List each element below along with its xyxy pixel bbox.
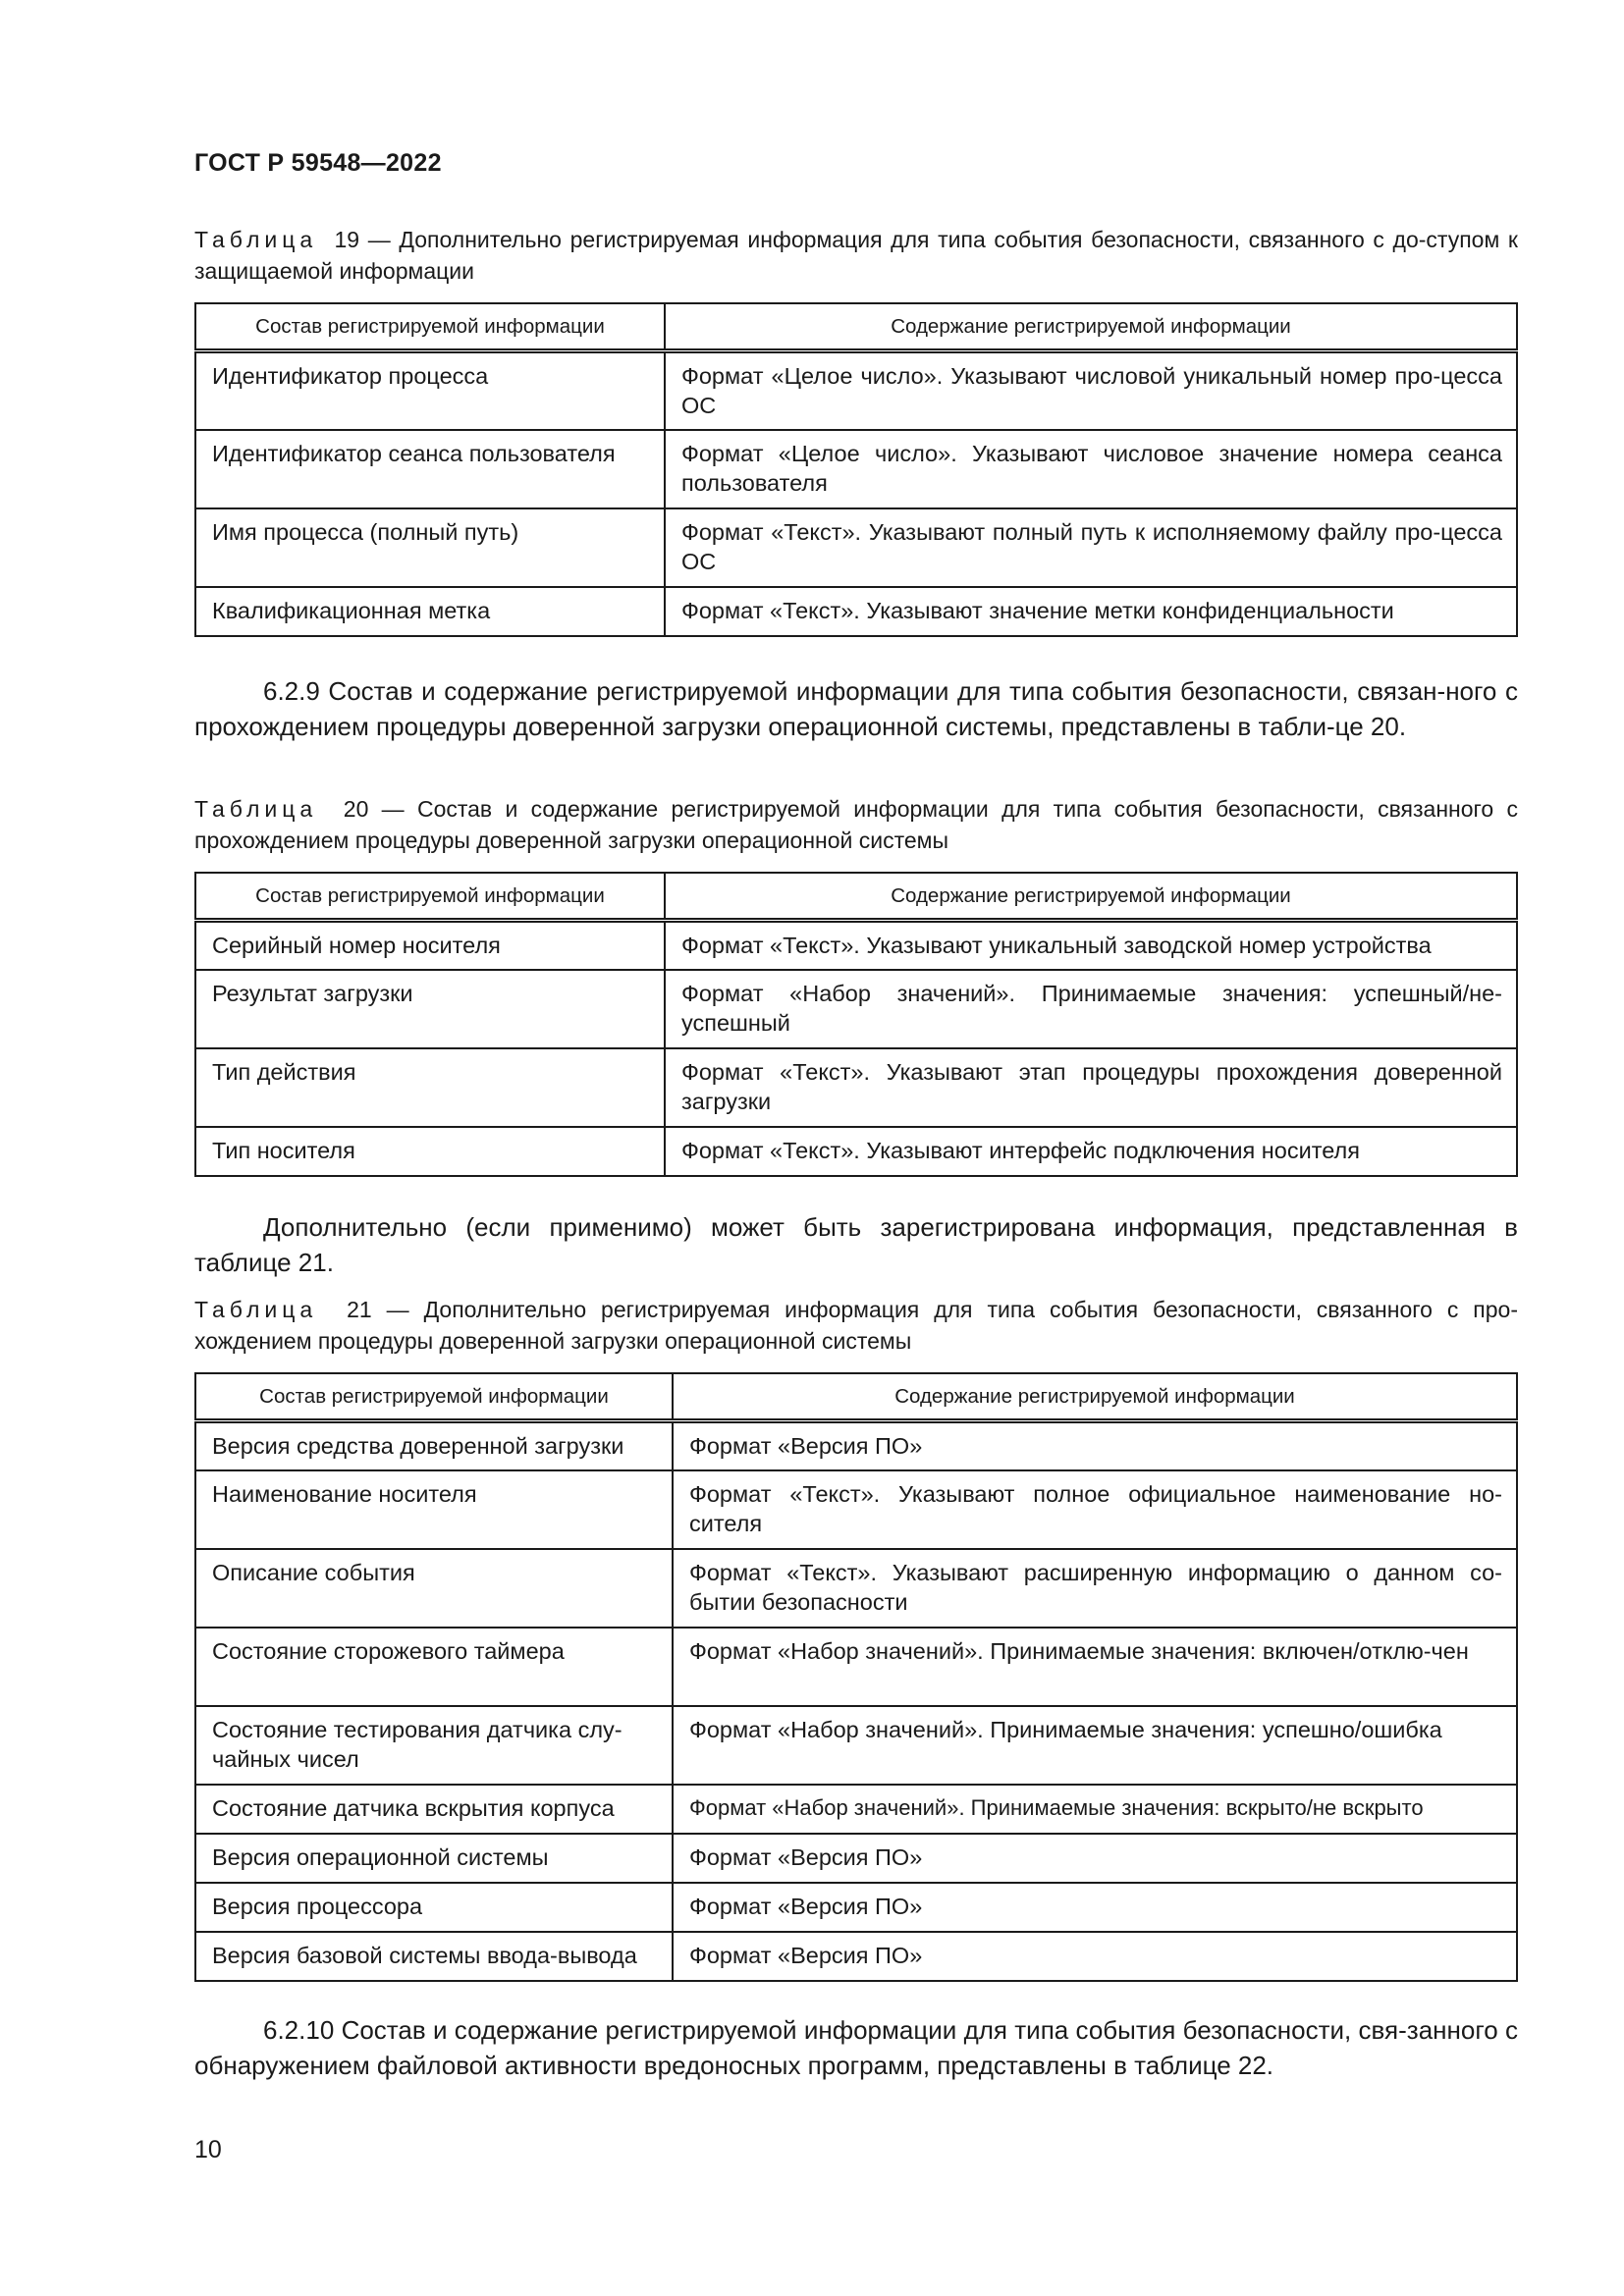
row-name: Серийный номер носителя [195, 921, 665, 970]
row-name: Состояние тестирования датчика слу-чайных чисел [195, 1706, 673, 1785]
row-content: Формат «Набор значений». Принимаемые значения: вскрыто/не вскрыто [673, 1785, 1517, 1834]
row-content: Формат «Целое число». Указывают числовой уникальный номер про-цесса ОС [665, 351, 1517, 430]
row-name: Тип носителя [195, 1127, 665, 1176]
table-row [195, 1628, 1517, 1706]
table-row [195, 587, 1517, 636]
table-row [195, 1048, 1517, 1127]
paragraph-6-2-10: 6.2.10 Состав и содержание регистрируемой информации для типа события безопасности, свя-занного с обнаружением файловой активности вредоносных программ, представлены в таблице 22. [194, 2015, 1518, 2080]
row-content: Формат «Текст». Указывают значение метки конфиденциальности [665, 587, 1517, 636]
row-content: Формат «Версия ПО» [673, 1883, 1517, 1932]
row-content: Формат «Целое число». Указывают числовое значение номера сеанса пользователя [665, 430, 1517, 508]
row-name: Состояние датчика вскрытия корпуса [195, 1785, 673, 1834]
table-19-label: Таблица [194, 227, 318, 252]
row-content: Формат «Текст». Указывают уникальный заводской номер устройства [665, 921, 1517, 970]
table-21 [194, 1372, 1518, 1982]
table-header-row [195, 303, 1517, 351]
row-content: Формат «Текст». Указывают этап процедуры прохождения доверенной загрузки [665, 1048, 1517, 1127]
table-row [195, 1706, 1517, 1785]
row-name: Описание события [195, 1549, 673, 1628]
row-name: Версия базовой системы ввода-вывода [195, 1932, 673, 1981]
row-name: Наименование носителя [195, 1470, 673, 1549]
column-header-right: Содержание регистрируемой информации [665, 873, 1517, 921]
table-20-label: Таблица [194, 796, 318, 822]
table-21-caption [194, 1294, 1518, 1357]
table-row [195, 1932, 1517, 1981]
table-row [195, 508, 1517, 587]
row-name: Идентификатор сеанса пользователя [195, 430, 665, 508]
row-name: Версия процессора [195, 1883, 673, 1932]
table-20 [194, 872, 1518, 1177]
table-row [195, 1883, 1517, 1932]
column-header-right: Содержание регистрируемой информации [673, 1373, 1517, 1421]
table-19-caption-text: 19 — Дополнительно регистрируемая информация для типа события безопасности, связанного с до-ступом к защищаемой информации [194, 227, 1518, 284]
row-name: Имя процесса (полный путь) [195, 508, 665, 587]
table-20-caption [194, 793, 1518, 856]
table-row [195, 430, 1517, 508]
row-name: Идентификатор процесса [195, 351, 665, 430]
column-header-left: Состав регистрируемой информации [195, 873, 665, 921]
row-name: Квалификационная метка [195, 587, 665, 636]
table-header-row [195, 873, 1517, 921]
row-content: Формат «Набор значений». Принимаемые значения: включен/отклю-чен [673, 1628, 1517, 1706]
table-21-caption-text: 21 — Дополнительно регистрируемая информация для типа события безопасности, связанного с про-хождением процедуры доверенной загрузки операционной системы [194, 1297, 1519, 1354]
table-row [195, 921, 1517, 970]
column-header-right: Содержание регистрируемой информации [665, 303, 1517, 351]
document-id: ГОСТ Р 59548—2022 [194, 149, 442, 177]
table-row [195, 970, 1517, 1048]
table-19-caption [194, 224, 1518, 287]
row-name: Версия средства доверенной загрузки [195, 1421, 673, 1470]
row-content: Формат «Текст». Указывают интерфейс подключения носителя [665, 1127, 1517, 1176]
table-header-row [195, 1373, 1517, 1421]
table-row [195, 1127, 1517, 1176]
column-header-left: Состав регистрируемой информации [195, 1373, 673, 1421]
row-content: Формат «Текст». Указывают полное официальное наименование но-сителя [673, 1470, 1517, 1549]
table-row [195, 1549, 1517, 1628]
row-content: Формат «Текст». Указывают расширенную информацию о данном со-бытии безопасности [673, 1549, 1517, 1628]
table-row [195, 1421, 1517, 1470]
row-name: Версия операционной системы [195, 1834, 673, 1883]
table-row [195, 1834, 1517, 1883]
row-name: Состояние сторожевого таймера [195, 1628, 673, 1706]
row-name: Результат загрузки [195, 970, 665, 1048]
row-content: Формат «Версия ПО» [673, 1932, 1517, 1981]
table-row [195, 351, 1517, 430]
row-content: Формат «Версия ПО» [673, 1421, 1517, 1470]
column-header-left: Состав регистрируемой информации [195, 303, 665, 351]
table-21-label: Таблица [194, 1297, 318, 1322]
table-19 [194, 302, 1518, 637]
row-content: Формат «Набор значений». Принимаемые значения: успешный/не-успешный [665, 970, 1517, 1048]
row-name: Тип действия [195, 1048, 665, 1127]
row-content: Формат «Текст». Указывают полный путь к исполняемому файлу про-цесса ОС [665, 508, 1517, 587]
row-content: Формат «Набор значений». Принимаемые значения: успешно/ошибка [673, 1706, 1517, 1785]
row-content: Формат «Версия ПО» [673, 1834, 1517, 1883]
page-number: 10 [194, 2136, 222, 2163]
paragraph-6-2-9: 6.2.9 Состав и содержание регистрируемой информации для типа события безопасности, связан-ного с прохождением процедуры доверенной загрузки операционной системы, представлены в табли-це 20. [194, 676, 1518, 741]
paragraph-additional: Дополнительно (если применимо) может быть зарегистрирована информация, представленная в таблице 21. [194, 1212, 1518, 1277]
table-row [195, 1785, 1517, 1834]
table-row [195, 1470, 1517, 1549]
table-20-caption-text: 20 — Состав и содержание регистрируемой информации для типа события безопасности, связанного с прохождением процедуры доверенной загрузки операционной системы [194, 796, 1518, 853]
